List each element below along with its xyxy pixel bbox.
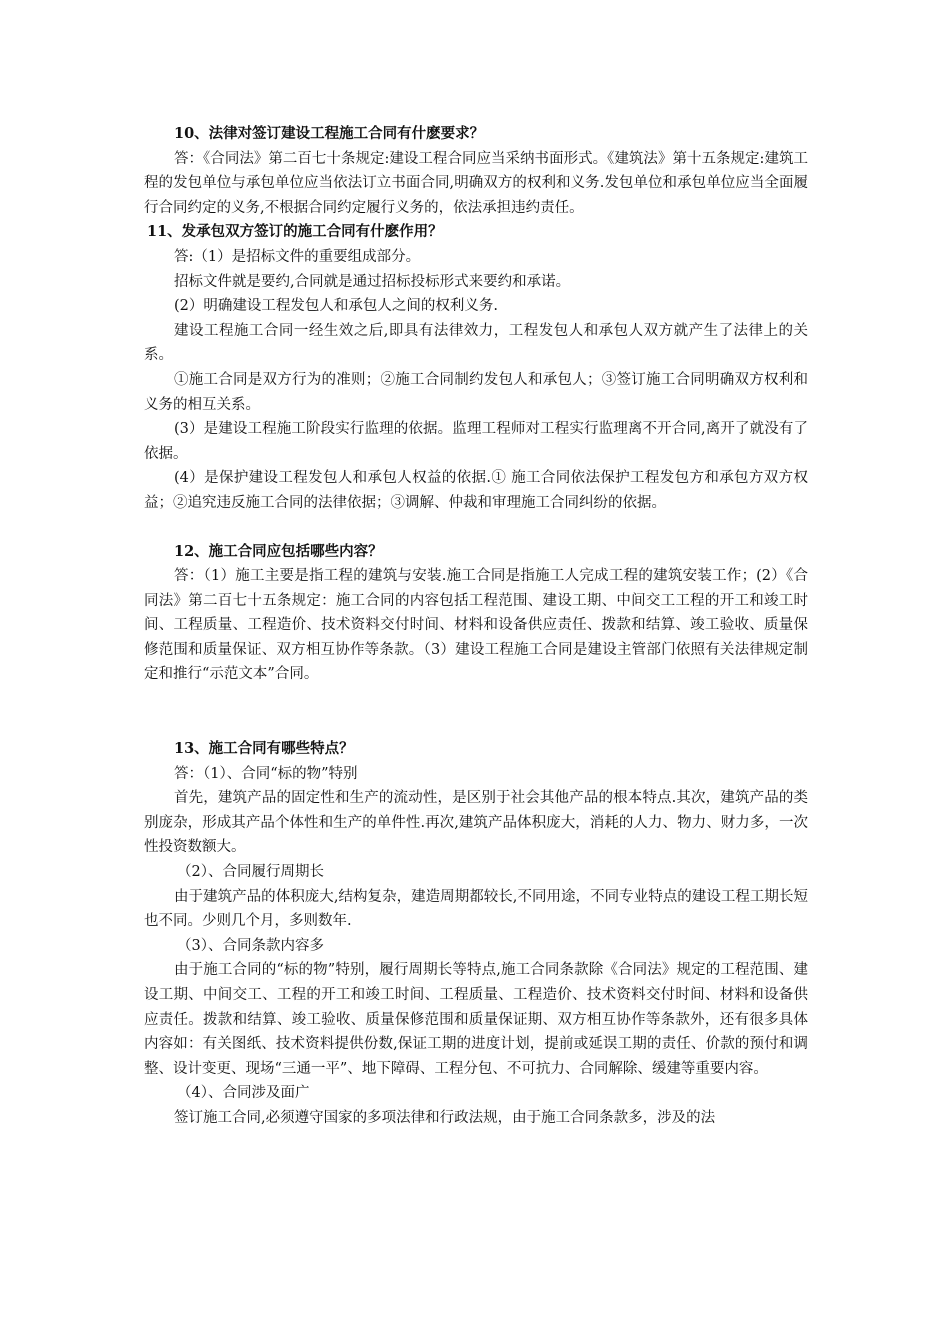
question-12-heading: 12、施工合同应包括哪些内容？ bbox=[174, 542, 383, 560]
answer-13-paragraph: 首先，建筑产品的固定性和生产的流动性，是区别于社会其他产品的根本特点.其次，建筑产品的类别庞杂，形成其产品个体性和生产的单件性.再次,建筑产品体积庞大，消耗的人力、物力、财力多，一次性投资数额大。 bbox=[144, 790, 808, 856]
answer-13-paragraph: 答：（1）、合同“标的物”特别 bbox=[174, 765, 358, 782]
spacer bbox=[144, 516, 808, 540]
answer-11-paragraph: (2）明确建设工程发包人和承包人之间的权利义务. bbox=[174, 298, 498, 315]
document-page bbox=[144, 122, 808, 1131]
answer-11-paragraph: ①施工合同是双方行为的准则；②施工合同制约发包人和承包人；③签订施工合同明确双方权利和义务的相互关系。 bbox=[144, 371, 808, 413]
answer-13-paragraph: 由于施工合同的“标的物”特别，履行周期长等特点,施工合同条款除《合同法》规定的工程范围、建设工期、中间交工、工程的开工和竣工时间、工程质量、工程造价、技术资料交付时间、材料和设备供应责任。拨款和结算、竣工验收、质量保修范围和质量保证期、双方相互协作等条款外，还有很多具体内容如：有关图纸、技术资料提供份数,保证工期的进度计划，提前或延误工期的责任、价款的预付和调整、设计变更、现场“三通一平”、地下障碍、工程分包、不可抗力、合同解除、缓建等重要内容。 bbox=[144, 962, 808, 1077]
answer-13-paragraph: 由于建筑产品的体积庞大,结构复杂，建造周期都较长,不同用途，不同专业特点的建设工程工期长短也不同。少则几个月，多则数年. bbox=[144, 888, 808, 930]
answer-11-paragraph: (3）是建设工程施工阶段实行监理的依据。监理工程师对工程实行监理离不开合同,离开了就没有了依据。 bbox=[144, 421, 808, 462]
answer-10-paragraph: 答：《合同法》第二百七十条规定:建设工程合同应当采纳书面形式。《建筑法》第十五条规定:建筑工程的发包单位与承包单位应当依法订立书面合同,明确双方的权利和义务.发包单位和承包单位应当全面履行合同约定的义务,不根据合同约定履行义务的，依法承担违约责任。 bbox=[144, 150, 808, 216]
spacer bbox=[144, 687, 808, 737]
question-10-heading: 10、法律对签订建设工程施工合同有什麽要求？ bbox=[174, 125, 485, 142]
answer-11-paragraph: (4）是保护建设工程发包人和承包人权益的依据.① 施工合同依法保护工程发包方和承包方双方权益；②追究违反施工合同的法律依据；③调解、仲裁和审理施工合同纠纷的依据。 bbox=[144, 470, 808, 511]
answer-13-paragraph: 签订施工合同,必须遵守国家的多项法律和行政法规，由于施工合同条款多，涉及的法 bbox=[174, 1109, 716, 1126]
question-11-heading: 11、发承包双方签订的施工合同有什麽作用？ bbox=[147, 223, 443, 241]
answer-13-subheading: （3）、合同条款内容多 bbox=[177, 937, 324, 954]
answer-11-paragraph: 建设工程施工合同一经生效之后,即具有法律效力，工程发包人和承包人双方就产生了法律上的关系。 bbox=[144, 322, 808, 364]
answer-11-paragraph: 招标文件就是要约,合同就是通过招标投标形式来要约和承诺。 bbox=[174, 273, 571, 290]
answer-13-subheading: （4）、合同涉及面广 bbox=[177, 1085, 310, 1102]
answer-13-subheading: （2）、合同履行周期长 bbox=[177, 864, 324, 881]
answer-12-paragraph: 答：（1）施工主要是指工程的建筑与安装.施工合同是指施工人完成工程的建筑安装工作；(2）《合同法》第二百七十五条规定：施工合同的内容包括工程范围、建设工期、中间交工工程的开工和竣工时间、工程质量、工程造价、技术资料交付时间、材料和设备供应责任、拨款和结算、竣工验收、质量保修范围和质量保证、双方相互协作等条款。（3）建设工程施工合同是建设主管部门依照有关法律规定制定和推行“示范文本”合同。 bbox=[144, 568, 808, 683]
answer-11-paragraph: 答:（1）是招标文件的重要组成部分。 bbox=[174, 248, 421, 265]
question-13-heading: 13、施工合同有哪些特点？ bbox=[174, 740, 354, 758]
